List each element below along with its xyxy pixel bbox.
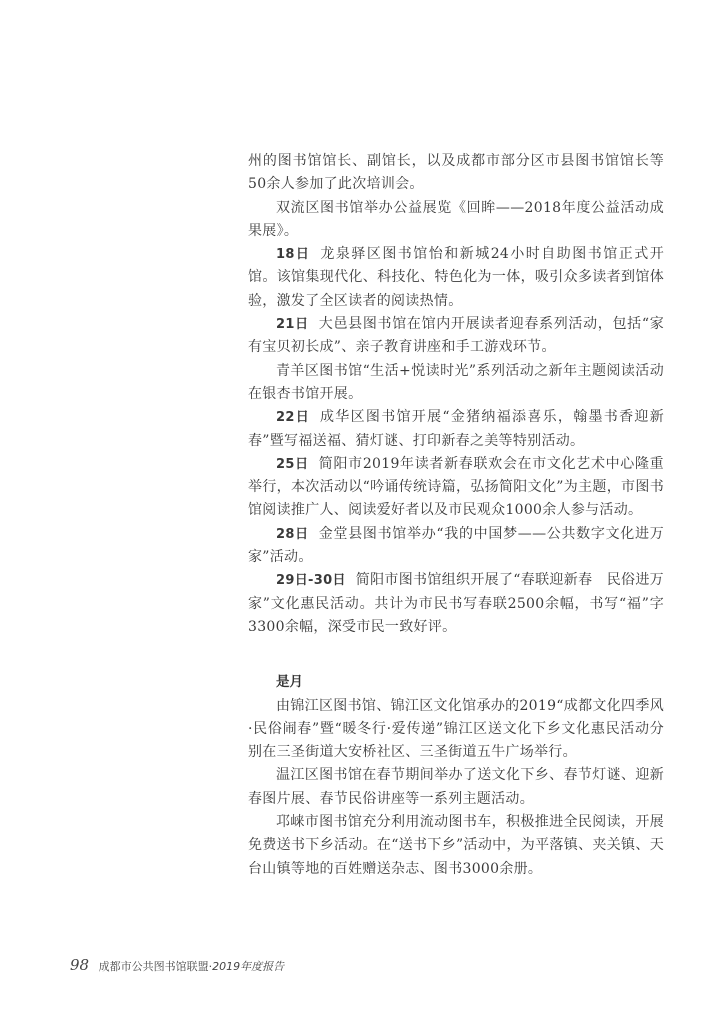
page-footer [70, 956, 284, 974]
paragraph-2 [248, 197, 664, 244]
paragraph-3 [248, 243, 664, 313]
section-paragraph-1 [248, 695, 664, 765]
paragraph-6 [248, 406, 664, 453]
paragraph-1-text: 州的图书馆馆长、副馆长，以及成都市部分区市县图书馆馆长等50余人参加了此次培训会。 [248, 153, 664, 193]
page-body [248, 150, 664, 881]
section-paragraph-2-text: 温江区图书馆在春节期间举办了送文化下乡、春节灯谜、迎新春图片展、春节民俗讲座等一系列主题活动。 [248, 767, 664, 807]
date-label: 25日 [276, 456, 309, 472]
paragraph-7 [248, 453, 664, 523]
date-label: 22日 [276, 410, 310, 426]
date-label: 21日 [276, 317, 309, 333]
date-label: 28日 [276, 526, 309, 542]
paragraph-2-text: 双流区图书馆举办公益展览《回眸——2018年度公益活动成果展》。 [248, 199, 664, 239]
date-label: 18日 [276, 247, 311, 263]
footer-separator: · [208, 960, 213, 973]
paragraph-8-text: 金堂县图书馆举办“我的中国梦——公共数字文化进万家”活动。 [248, 525, 664, 566]
section-paragraph-3 [248, 811, 664, 881]
section-paragraph-2 [248, 764, 664, 811]
paragraph-7-text: 简阳市2019年读者新春联欢会在市文化艺术中心隆重举行，本次活动以“吟诵传统诗篇，弘扬简阳文化”为主题，市图书馆阅读推广人、阅读爱好者以及市民观众1000余人参与活动。 [248, 455, 664, 519]
date-label: 29日-30日 [276, 573, 346, 589]
paragraph-4 [248, 313, 664, 360]
paragraph-5 [248, 360, 664, 407]
paragraph-3-text: 龙泉驿区图书馆怡和新城24小时自助图书馆正式开馆。该馆集现代化、科技化、特色化为一体，吸引众多读者到馆体验，激发了全区读者的阅读热情。 [248, 246, 664, 309]
section-paragraph-3-text: 邛崃市图书馆充分利用流动图书车，积极推进全民阅读，开展免费送书下乡活动。在“送书下乡”活动中，为平落镇、夹关镇、天台山镇等地的百姓赠送杂志、图书3000余册。 [248, 814, 664, 877]
paragraph-4-text: 大邑县图书馆在馆内开展读者迎春系列活动，包括“家有宝贝初长成”、亲子教育讲座和手工游戏环节。 [248, 316, 664, 356]
footer-subtitle: 2019年度报告 [212, 960, 285, 973]
page-number: 98 [70, 956, 90, 974]
paragraph-9-text: 简阳市图书馆组织开展了“春联迎新春 民俗进万家”文化惠民活动。共计为市民书写春联2500余幅，书写“福”字3300余幅，深受市民一致好评。 [248, 572, 664, 635]
section-paragraph-1-text: 由锦江区图书馆、锦江区文化馆承办的2019“成都文化四季风·民俗闹春”暨“暖冬行·爱传递”锦江区送文化下乡文化惠民活动分别在三圣街道大安桥社区、三圣街道五牛广场举行。 [248, 697, 664, 761]
section-heading: 是月 [276, 674, 303, 691]
paragraph-1 [248, 150, 664, 197]
paragraph-9 [248, 569, 664, 639]
paragraph-5-text: 青羊区图书馆“生活+悦读时光”系列活动之新年主题阅读活动在银杏书馆开展。 [248, 362, 664, 402]
footer-title: 成都市公共图书馆联盟 [98, 960, 209, 973]
paragraph-6-text: 成华区图书馆开展“金猪纳福添喜乐，翰墨书香迎新春”暨写福送福、猜灯谜、打印新春之美等特别活动。 [248, 409, 664, 449]
paragraph-8 [248, 523, 664, 570]
